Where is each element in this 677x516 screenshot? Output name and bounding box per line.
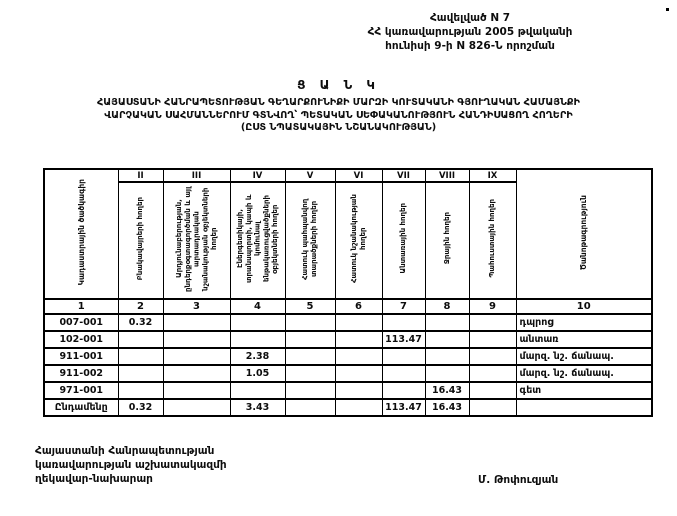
subtitle-line: ՀԱՅԱՍՏԱՆԻ ՀԱՆՐԱՊԵՏՈՒԹՅԱՆ ԳԵՂԱՐՔՈՒՆԻՔԻ ՄԱՐԶԻ ԿՈՒՏԱԿԱՆԻ ԳՅՈՒՂԱԿԱՆ ՀԱՄԱՅՆՔԻ xyxy=(96,97,581,108)
column-number-cell: 9 xyxy=(469,299,516,314)
category-header-label: Բնակավայրերի հողեր xyxy=(136,196,145,281)
total-label-cell: Ընդամենը xyxy=(44,399,118,416)
value-cell xyxy=(118,348,163,365)
appendix-line: ՀՀ կառավարության 2005 թվականի xyxy=(367,26,573,38)
total-value-cell: 0.32 xyxy=(118,399,163,416)
note-cell: գետ xyxy=(516,382,652,399)
column-number-cell: 7 xyxy=(382,299,425,314)
cadastral-code-cell: 971-001 xyxy=(44,382,118,399)
roman-numeral-cell: VIII xyxy=(425,169,469,182)
roman-numeral-row xyxy=(44,169,652,182)
value-cell xyxy=(425,331,469,348)
value-cell xyxy=(382,314,425,331)
value-cell xyxy=(335,331,382,348)
value-cell xyxy=(285,331,335,348)
roman-numeral-cell: VII xyxy=(382,169,425,182)
appendix-line: հունիսի 9-ի N 826-Ն որոշման xyxy=(385,40,555,52)
category-header-cell xyxy=(382,182,425,299)
value-cell xyxy=(469,382,516,399)
category-header-cell xyxy=(285,182,335,299)
value-cell xyxy=(118,365,163,382)
category-header-label: Հատուկ պահպանվող տարածքների հողեր xyxy=(301,197,318,280)
category-header-cell xyxy=(469,182,516,299)
note-cell xyxy=(516,399,652,416)
appendix-line: Հավելված N 7 xyxy=(429,12,511,24)
value-cell xyxy=(230,314,285,331)
category-header-label: Արդյունաբերության, ընդերքօգտագործման և այլ արտադրական նշանակության օբյեկտների հողեր xyxy=(174,185,218,292)
column-number-cell: 1 xyxy=(44,299,118,314)
column-number-cell: 6 xyxy=(335,299,382,314)
scan-artifact-speck xyxy=(666,8,669,11)
roman-numeral-cell: V xyxy=(285,169,335,182)
subtitle-line: ՎԱՐՉԱԿԱՆ ՍԱՀՄԱՆՆԵՐՈՒՄ ԳՏՆՎՈՂ՝ ՊԵՏԱԿԱՆ ՍԵՓԱԿԱՆՈՒԹՅՈՒՆ ՀԱՆԴԻՍԱՑՈՂ ՀՈՂԵՐԻ xyxy=(104,109,573,121)
subtitle-line: (ԸՍՏ ՆՊԱՏԱԿԱՅԻՆ ՆՇԱՆԱԿՈՒԹՅԱՆ) xyxy=(240,122,437,133)
value-cell xyxy=(163,331,230,348)
column-number-cell: 8 xyxy=(425,299,469,314)
column-number-cell: 10 xyxy=(516,299,652,314)
value-cell: 1.05 xyxy=(230,365,285,382)
category-header-label: Ջրային հողեր xyxy=(442,212,451,265)
document-title: Ց Ա Ն Կ xyxy=(297,78,380,92)
category-header-label: Պահուստային հողեր xyxy=(488,199,497,278)
value-cell xyxy=(285,382,335,399)
column-number-cell: 5 xyxy=(285,299,335,314)
value-cell xyxy=(335,382,382,399)
column-number-cell: 2 xyxy=(118,299,163,314)
category-header-cell xyxy=(118,182,163,299)
note-header-cell xyxy=(516,169,652,299)
appendix-block xyxy=(355,11,585,53)
roman-numeral-cell: IX xyxy=(469,169,516,182)
value-cell xyxy=(230,331,285,348)
note-cell: մարզ. նշ. ճանապ. xyxy=(516,365,652,382)
table-row xyxy=(44,365,652,382)
value-cell xyxy=(230,382,285,399)
column-number-cell: 3 xyxy=(163,299,230,314)
value-cell xyxy=(163,365,230,382)
roman-numeral-cell: IV xyxy=(230,169,285,182)
roman-numeral-cell: VI xyxy=(335,169,382,182)
total-value-cell xyxy=(469,399,516,416)
category-header-label: Հատուկ նշանակության հողեր xyxy=(349,194,367,283)
cadastral-code-cell: 911-002 xyxy=(44,365,118,382)
land-categories-table xyxy=(43,168,653,417)
value-cell xyxy=(382,348,425,365)
value-cell xyxy=(163,314,230,331)
cadastral-code-cell: 102-001 xyxy=(44,331,118,348)
value-cell xyxy=(335,314,382,331)
column-number-cell: 4 xyxy=(230,299,285,314)
roman-numeral-cell: III xyxy=(163,169,230,182)
table-row xyxy=(44,314,652,331)
value-cell xyxy=(469,348,516,365)
value-cell: 16.43 xyxy=(425,382,469,399)
value-cell: 0.32 xyxy=(118,314,163,331)
value-cell xyxy=(285,314,335,331)
total-value-cell: 113.47 xyxy=(382,399,425,416)
cadastral-code-header-cell xyxy=(44,169,118,299)
cadastral-code-cell: 007-001 xyxy=(44,314,118,331)
note-header-label: Ծանոթագրություն xyxy=(579,194,589,271)
note-cell: դպրոց xyxy=(516,314,652,331)
value-cell xyxy=(382,365,425,382)
category-header-cell xyxy=(163,182,230,299)
signatory-title-block xyxy=(35,444,227,486)
category-header-cell xyxy=(335,182,382,299)
signatory-title-line: Հայաստանի Հանրապետության xyxy=(35,445,215,457)
signatory-name: Մ. Թոփուզյան xyxy=(478,474,559,486)
value-cell xyxy=(425,365,469,382)
cadastral-code-header-label: Կադաստրային ծածկագիր xyxy=(76,179,86,286)
value-cell xyxy=(335,348,382,365)
table-row xyxy=(44,348,652,365)
category-header-label: Էներգետիկայի, տրանսպորտի, կապի և կոմունալ ենթակառուցվածքների օբյեկտների հողեր xyxy=(235,194,279,283)
total-value-cell xyxy=(335,399,382,416)
cadastral-code-cell: 911-001 xyxy=(44,348,118,365)
value-cell xyxy=(469,331,516,348)
value-cell xyxy=(163,348,230,365)
table-row xyxy=(44,382,652,399)
value-cell xyxy=(118,331,163,348)
value-cell xyxy=(285,365,335,382)
total-value-cell xyxy=(163,399,230,416)
category-header-cell xyxy=(425,182,469,299)
column-number-row xyxy=(44,299,652,314)
value-cell: 2.38 xyxy=(230,348,285,365)
note-cell: անտառ xyxy=(516,331,652,348)
category-header-label: Անտառային հողեր xyxy=(399,203,408,274)
value-cell xyxy=(118,382,163,399)
total-row xyxy=(44,399,652,416)
document-subtitle xyxy=(25,97,652,135)
value-cell xyxy=(469,314,516,331)
table-row xyxy=(44,331,652,348)
value-cell xyxy=(425,348,469,365)
note-cell: մարզ. նշ. ճանապ. xyxy=(516,348,652,365)
value-cell: 113.47 xyxy=(382,331,425,348)
total-value-cell: 16.43 xyxy=(425,399,469,416)
roman-numeral-cell: II xyxy=(118,169,163,182)
total-value-cell: 3.43 xyxy=(230,399,285,416)
value-cell xyxy=(285,348,335,365)
category-header-cell xyxy=(230,182,285,299)
signatory-title-line: ղեկավար-նախարար xyxy=(35,473,153,485)
value-cell xyxy=(425,314,469,331)
total-value-cell xyxy=(285,399,335,416)
value-cell xyxy=(382,382,425,399)
value-cell xyxy=(163,382,230,399)
value-cell xyxy=(469,365,516,382)
value-cell xyxy=(335,365,382,382)
signatory-title-line: կառավարության աշխատակազմի xyxy=(35,459,227,471)
